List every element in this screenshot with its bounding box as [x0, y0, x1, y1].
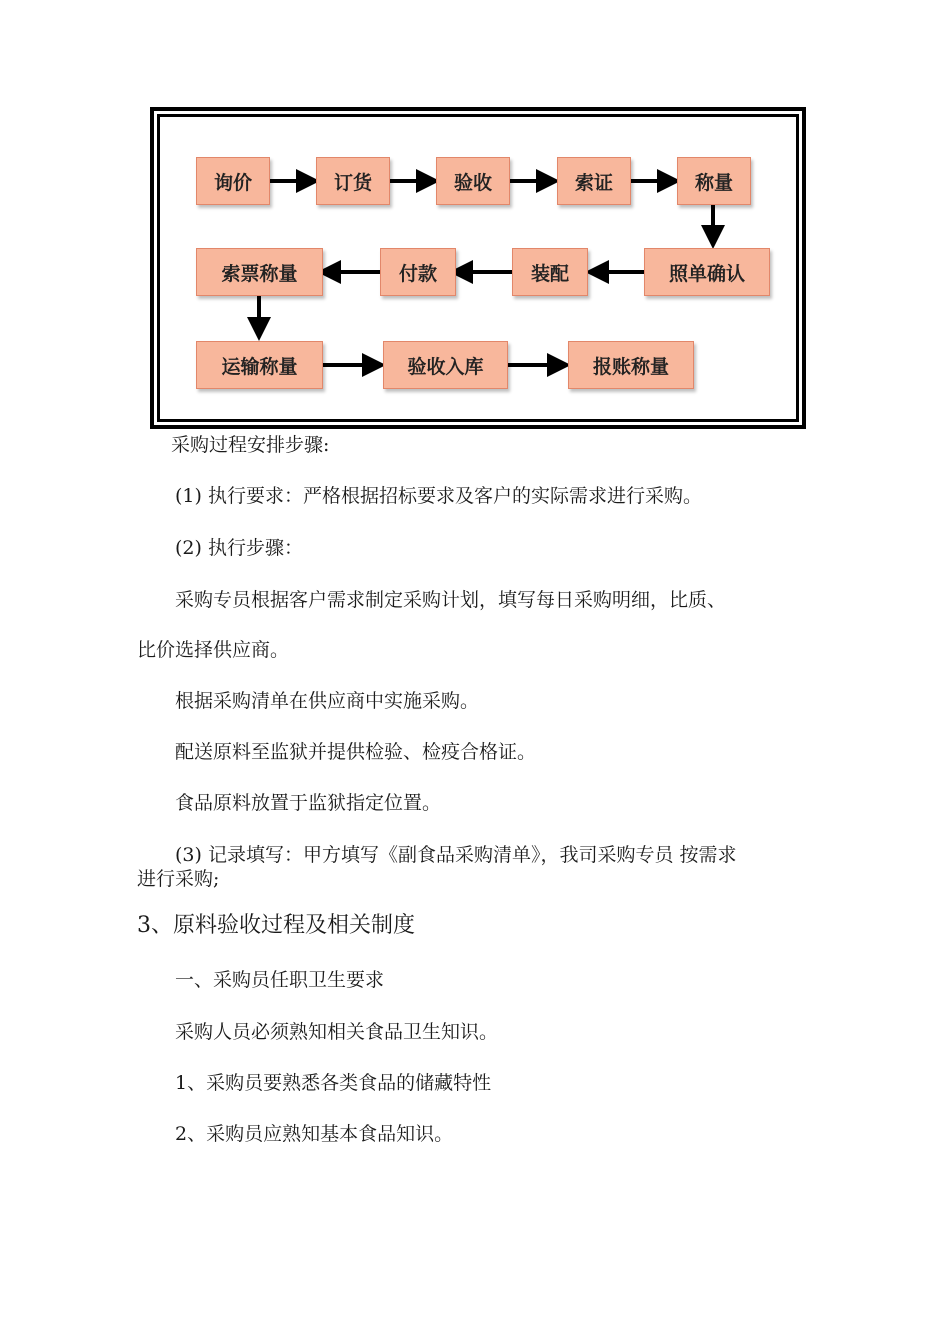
- section-heading: 3、原料验收过程及相关制度: [137, 913, 415, 938]
- node-assemble: 装配: [512, 248, 588, 296]
- node-inquiry: 询价: [196, 157, 270, 205]
- paragraph-record-cont: 进行采购;: [137, 868, 220, 890]
- paragraph-placement: 食品原料放置于监狱指定位置。: [175, 792, 442, 814]
- paragraph-plan-cont: 比价选择供应商。: [137, 639, 290, 661]
- node-payment: 付款: [380, 248, 456, 296]
- node-confirm-list: 照单确认: [644, 248, 770, 296]
- paragraph-delivery: 配送原料至监狱并提供检验、检疫合格证。: [175, 741, 537, 763]
- node-invoice-weigh: 索票称量: [196, 248, 323, 296]
- node-inspect: 验收: [436, 157, 510, 205]
- list-item-2: 2、采购员应熟知基本食品知识。: [175, 1123, 454, 1145]
- flowchart-frame: [150, 107, 806, 429]
- list-item-1: 1、采购员要熟悉各类食品的储藏特性: [175, 1072, 492, 1094]
- paragraph-purchase: 根据采购清单在供应商中实施采购。: [175, 690, 480, 712]
- node-weigh: 称量: [677, 157, 751, 205]
- paragraph-steps-title: (2) 执行步骤：: [175, 537, 303, 559]
- paragraph-knowledge: 采购人员必须熟知相关食品卫生知识。: [175, 1021, 499, 1043]
- flowchart: [160, 117, 796, 419]
- paragraph-requirements: (1) 执行要求：严格根据招标要求及客户的实际需求进行采购。: [175, 485, 702, 507]
- caption: 采购过程安排步骤:: [171, 434, 330, 456]
- node-reimburse-weigh: 报账称量: [568, 341, 694, 389]
- node-warehouse-entry: 验收入库: [383, 341, 508, 389]
- flowchart-frame-inner: [154, 111, 802, 425]
- node-certificate: 索证: [557, 157, 631, 205]
- subheading-hygiene: 一、采购员任职卫生要求: [175, 969, 385, 991]
- node-transport-weigh: 运输称量: [196, 341, 323, 389]
- paragraph-record: (3) 记录填写：甲方填写《副食品采购清单》，我司采购专员 按需求: [175, 844, 737, 866]
- node-order: 订货: [316, 157, 390, 205]
- paragraph-plan: 采购专员根据客户需求制定采购计划，填写每日采购明细，比质、: [175, 589, 727, 611]
